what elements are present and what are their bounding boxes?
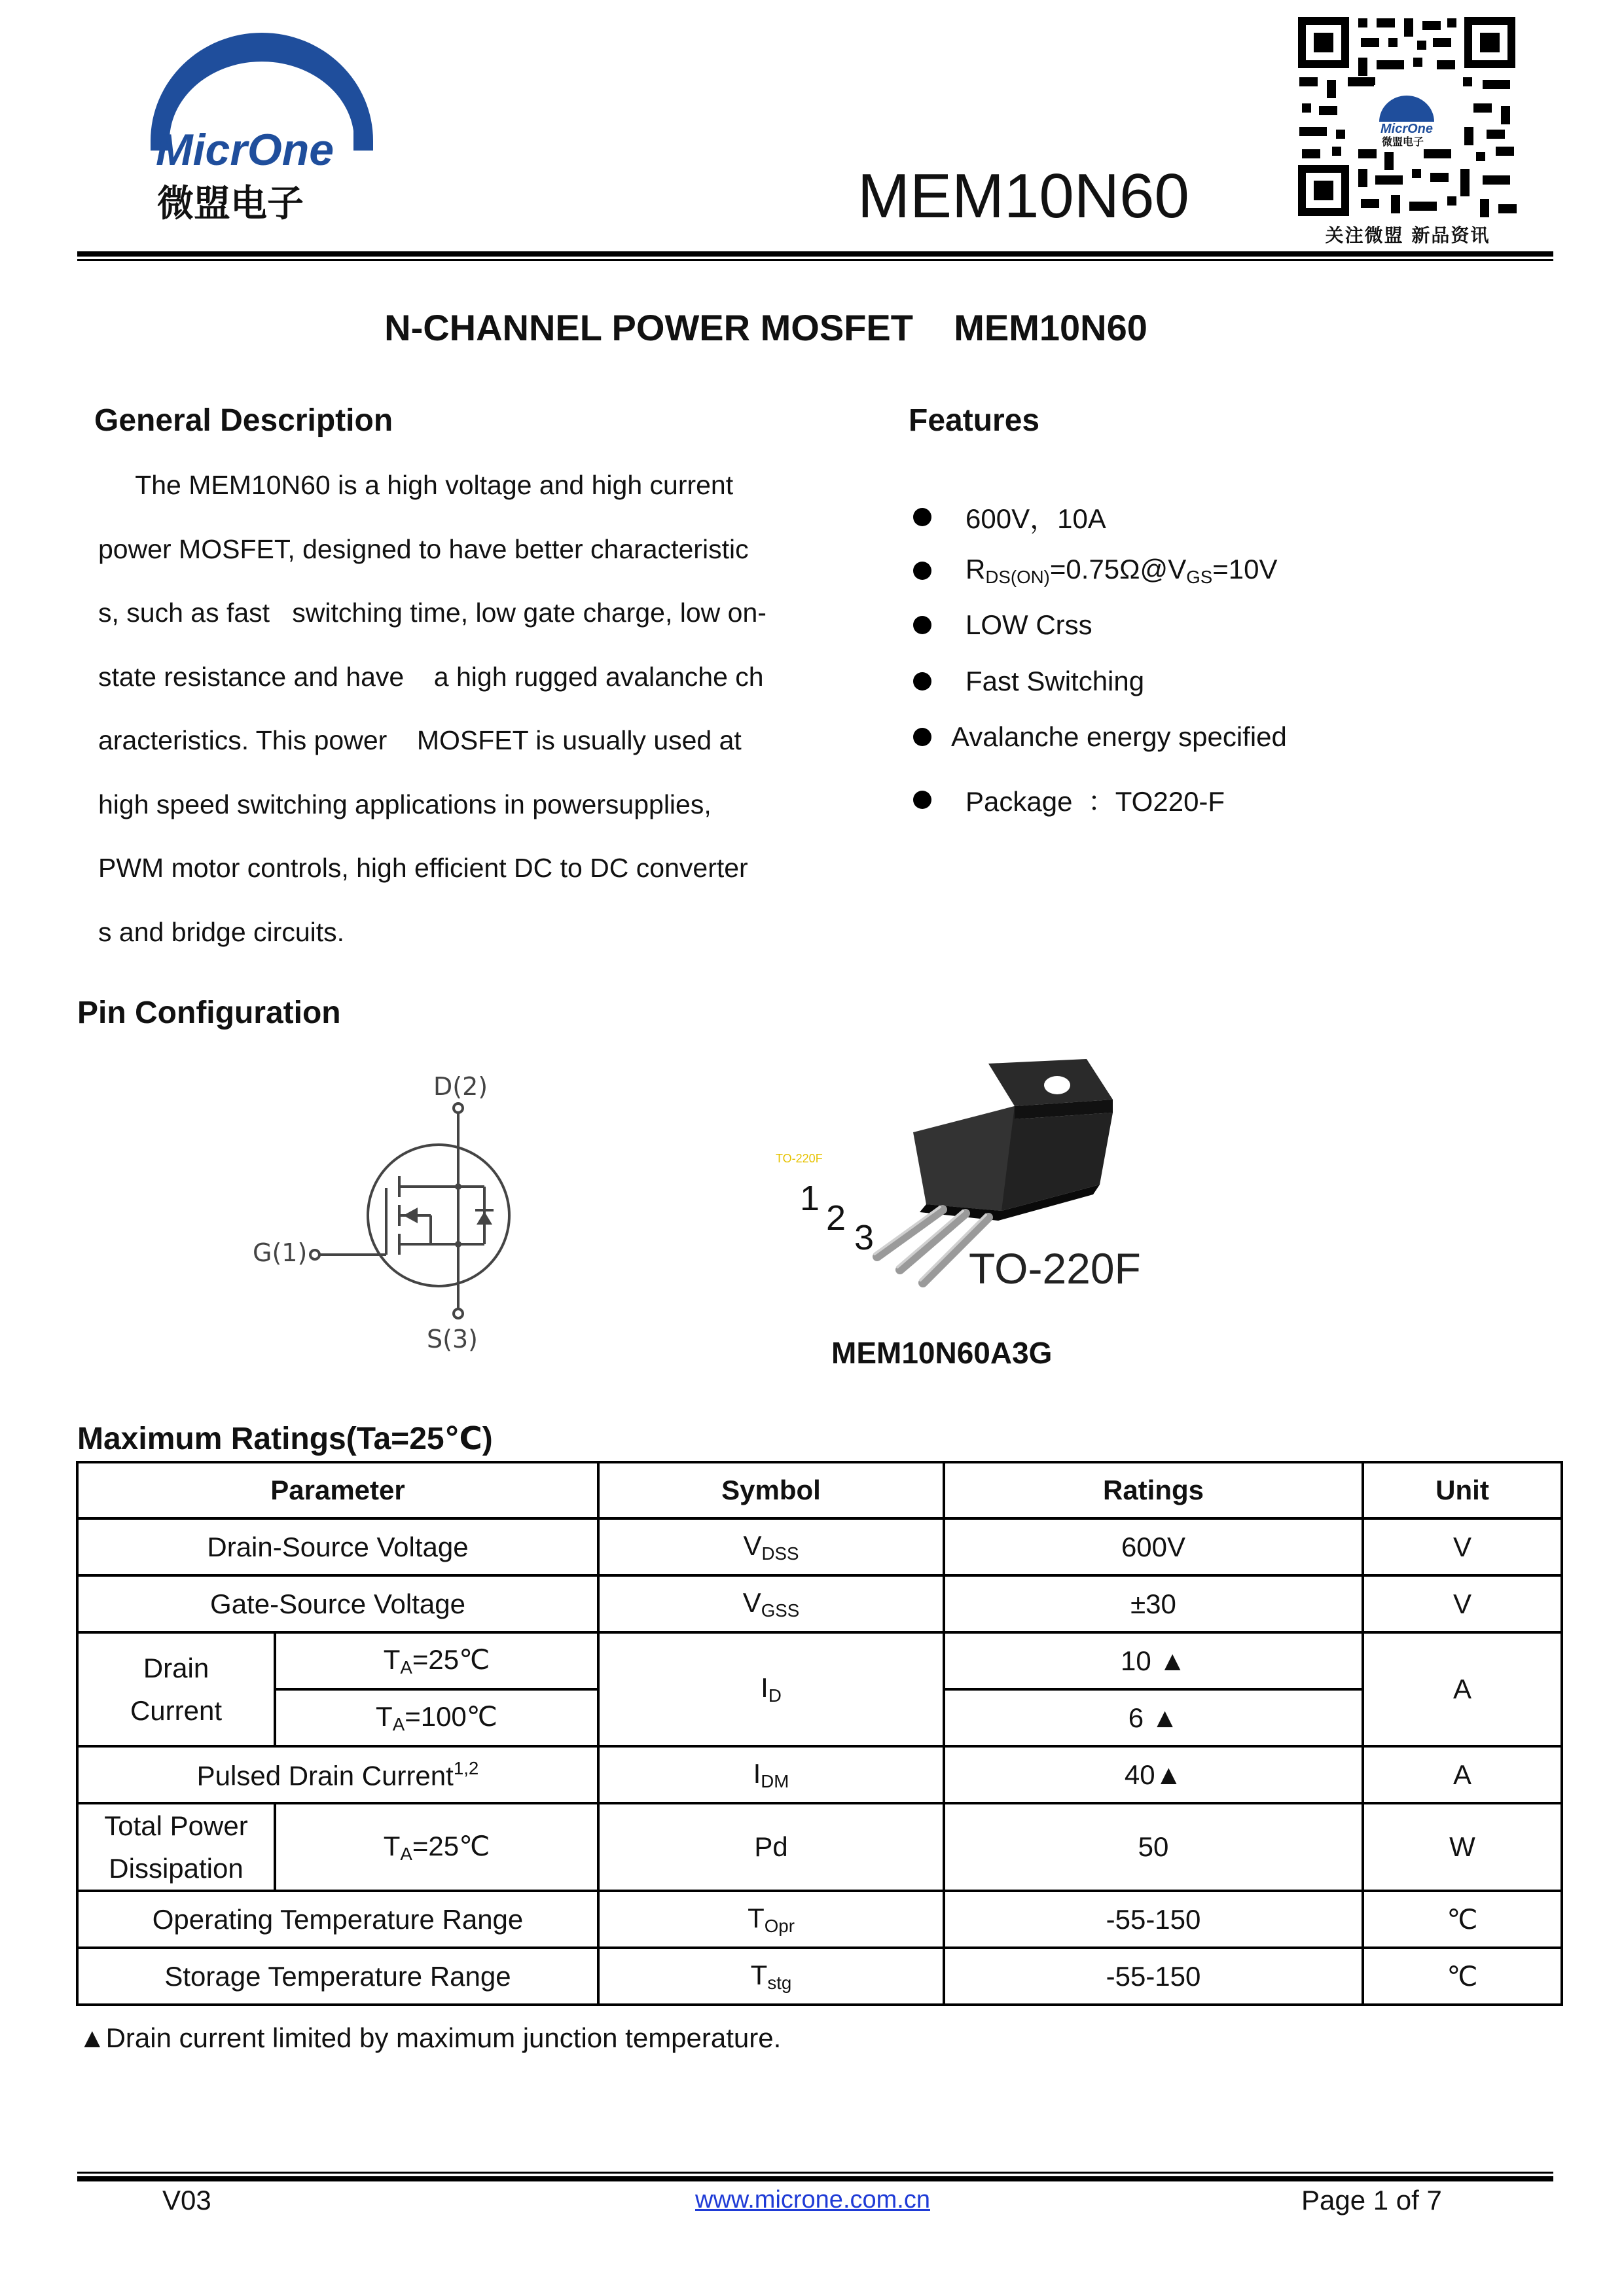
feature-text: 600V，10A	[965, 503, 1106, 534]
svg-text:MicrOne: MicrOne	[1380, 122, 1434, 136]
document-title: N-CHANNEL POWER MOSFET MEM10N60	[384, 307, 1147, 348]
features-heading: Features	[909, 403, 1040, 438]
bullet-icon	[913, 562, 931, 580]
svg-text:微盟电子: 微盟电子	[157, 183, 304, 225]
param-cell: Operating Temperature Range	[77, 1891, 598, 1948]
symbol-cell: $I_D$	[598, 1632, 944, 1746]
bullet-icon	[913, 616, 931, 634]
column-header: Ratings	[944, 1462, 1363, 1518]
bullet-icon	[913, 672, 931, 691]
pin-configuration-heading: Pin Configuration	[77, 996, 341, 1030]
condition-cell: $T_A=25℃$	[275, 1632, 598, 1689]
rating-cell: 600V	[944, 1518, 1363, 1575]
max-ratings-table	[76, 1461, 1563, 2006]
column-header: Unit	[1363, 1462, 1562, 1518]
package-part-number: MEM10N60A3G	[831, 1336, 1053, 1370]
table-row	[77, 1518, 1562, 1575]
feature-text: LOW Crss	[965, 609, 1092, 640]
rating-cell: 50	[944, 1803, 1363, 1891]
bullet-icon	[913, 728, 931, 746]
description-line: s and bridge circuits.	[98, 917, 345, 947]
symbol-cell: Pd	[598, 1803, 944, 1891]
description-line: PWM motor controls, high efficient DC to DC converter	[98, 853, 748, 883]
table-row	[77, 1803, 1562, 1891]
header-part-number: MEM10N60	[857, 161, 1189, 231]
feature-text: Fast Switching	[965, 666, 1145, 696]
photo-watermark: TO-220F	[776, 1152, 823, 1165]
param-cell: Gate-Source Voltage	[77, 1575, 598, 1632]
unit-cell: ℃	[1363, 1891, 1562, 1948]
microne-logo	[144, 20, 380, 229]
general-description-heading: General Description	[94, 403, 393, 438]
rating-cell: -55-150	[944, 1948, 1363, 2005]
param-cell: Drain-Source Voltage	[77, 1518, 598, 1575]
svg-text:MicrOne: MicrOne	[156, 125, 334, 175]
bullet-icon	[913, 791, 931, 809]
header-rule	[77, 251, 1553, 257]
unit-cell: A	[1363, 1746, 1562, 1803]
feature-text: Avalanche energy specified	[951, 721, 1287, 752]
feature-item	[913, 721, 1287, 753]
symbol-cell: $T_{stg}$	[598, 1948, 944, 2005]
feature-item	[913, 780, 1225, 819]
table-header-row	[77, 1462, 1562, 1518]
column-header: Parameter	[77, 1462, 598, 1518]
condition-cell: $T_A=100℃$	[275, 1689, 598, 1746]
param-cell: Drain Current	[77, 1632, 275, 1746]
feature-text: $R_{DS(ON)}=0.75\Omega@V_{GS}=10V$	[965, 554, 1278, 587]
table-row	[77, 1891, 1562, 1948]
rating-cell: 40▲	[944, 1746, 1363, 1803]
rating-cell: 10 ▲	[944, 1632, 1363, 1689]
website-link[interactable]: www.microne.com.cn	[695, 2186, 930, 2214]
description-line: power MOSFET, designed to have better characteristic	[98, 534, 749, 564]
pin-number: 2	[826, 1198, 846, 1238]
symbol-cell: $T_{Opr}$	[598, 1891, 944, 1948]
feature-item	[913, 609, 1092, 641]
feature-text: Package ：TO220-F	[965, 786, 1225, 817]
rating-cell: -55-150	[944, 1891, 1363, 1948]
unit-cell: A	[1363, 1632, 1562, 1746]
unit-cell: W	[1363, 1803, 1562, 1891]
feature-item	[913, 666, 1144, 697]
footer-rule-thin	[77, 2172, 1553, 2174]
qr-caption: 关注微盟 新品资讯	[1325, 224, 1490, 246]
param-cell: Total Power Dissipation	[77, 1803, 275, 1891]
description-line: high speed switching applications in powersupplies,	[98, 789, 712, 819]
column-header: Symbol	[598, 1462, 944, 1518]
bullet-icon	[913, 508, 931, 526]
description-line: state resistance and have a high rugged avalanche ch	[98, 662, 764, 692]
rating-cell: ±30	[944, 1575, 1363, 1632]
package-label: TO-220F	[969, 1244, 1141, 1293]
description-line: aracteristics. This power MOSFET is usually used at	[98, 725, 742, 755]
pin-number: 1	[800, 1179, 820, 1218]
symbol-cell: $V_{DSS}$	[598, 1518, 944, 1575]
ratings-footnote: ▲Drain current limited by maximum junction temperature.	[79, 2022, 782, 2053]
source-label: S(3)	[427, 1325, 478, 1354]
feature-item	[913, 554, 1278, 588]
description-line: The MEM10N60 is a high voltage and high current	[98, 470, 734, 500]
footer-rule	[77, 2176, 1553, 2181]
unit-cell: ℃	[1363, 1948, 1562, 2005]
max-ratings-heading: Maximum Ratings(Ta=25℃)	[77, 1422, 493, 1456]
table-row	[77, 1632, 1562, 1689]
page-number: Page 1 of 7	[1301, 2185, 1442, 2215]
svg-text:微盟电子: 微盟电子	[1382, 135, 1424, 148]
symbol-cell: $I_{DM}$	[598, 1746, 944, 1803]
revision-label: V03	[162, 2185, 211, 2215]
mosfet-symbol	[308, 1103, 524, 1325]
param-cell: Storage Temperature Range	[77, 1948, 598, 2005]
qr-code	[1293, 12, 1521, 221]
unit-cell: V	[1363, 1518, 1562, 1575]
rating-cell: 6 ▲	[944, 1689, 1363, 1746]
table-row	[77, 1575, 1562, 1632]
pin-number: 3	[854, 1218, 875, 1257]
table-row	[77, 1948, 1562, 2005]
table-row	[77, 1746, 1562, 1803]
unit-cell: V	[1363, 1575, 1562, 1632]
param-cell: Pulsed Drain Current$^{1,2}$	[77, 1746, 598, 1803]
feature-item	[913, 497, 1106, 537]
gate-label: G(1)	[253, 1238, 308, 1267]
header-rule-thin	[77, 259, 1553, 261]
drain-label: D(2)	[433, 1072, 488, 1101]
description-line: s, such as fast switching time, low gate charge, low on-	[98, 598, 767, 628]
symbol-cell: $V_{GSS}$	[598, 1575, 944, 1632]
condition-cell: $T_A=25℃$	[275, 1803, 598, 1891]
